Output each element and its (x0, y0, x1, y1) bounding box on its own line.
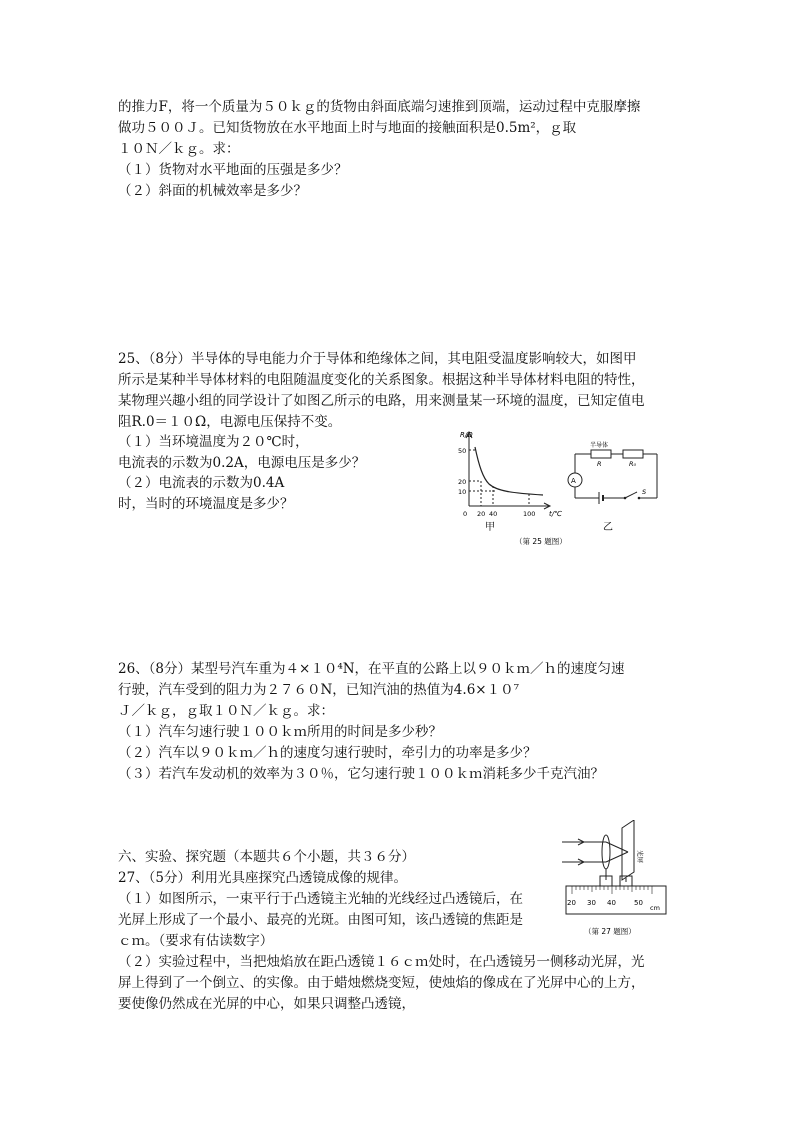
q25-sub-2b: 时，当时的环境温度是多少？ (118, 496, 294, 512)
ruler-ticks-group (572, 886, 652, 894)
q25-line-3: 某物理兴趣小组的同学设计了如图乙所示的电路，用来测量某一环境的温度，已知定值电 (118, 393, 645, 409)
q26-line-2: 行驶，汽车受到的阻力为２７６０N，已知汽油的热值为4.6×１０⁷ (118, 682, 520, 698)
q24-line-3: １０Ｎ／ｋｇ。求： (118, 141, 240, 157)
q26-sub-3: （３）若汽车发动机的效率为３０％，它匀速行驶１００ｋｍ消耗多少千克汽油？ (118, 766, 604, 782)
graph-y-label: R/Ω (460, 431, 473, 439)
q27-sub-2b: 屏上得到了一个倒立、的实像。由于蜡烛燃烧变短，使烛焰的像成在了光屏中心的上方， (118, 975, 645, 991)
q27-figure (560, 820, 672, 942)
q27-line-1: 27、（5分）利用光具座探究凸透镜成像的规律。 (118, 870, 408, 886)
graph-tick-y-50: 50 (458, 447, 467, 455)
q25-line-1: 25、（8分）半导体的导电能力介于导体和绝缘体之间，其电阻受温度影响较大，如图甲 (118, 351, 637, 367)
ruler-tick-label-40: 40 (607, 899, 616, 907)
figure-25-caption: （第 25 题图） (515, 537, 567, 546)
figure-27-caption: （第 27 题图） (584, 927, 636, 936)
graph-tick-y-20: 20 (458, 478, 467, 486)
q26-line-3: Ｊ／ｋｇ，ｇ取１０Ｎ／ｋｇ。求： (118, 703, 334, 719)
figure-label-jia: 甲 (485, 522, 495, 533)
q27-sub-2c: 要使像仍然成在光屏的中心，如果只调整凸透镜， (118, 996, 415, 1012)
q24-line-1: 的推力F，将一个质量为５０ｋｇ的货物由斜面底端匀速推到顶端，运动过程中克服摩擦 (118, 99, 641, 115)
switch-lever (625, 492, 637, 498)
fixed-resistor-r0 (623, 450, 643, 458)
ruler-tick-label-30: 30 (587, 899, 596, 907)
section6-heading: 六、实验、探究题（本题共６个小题，共３６分） (118, 849, 415, 865)
q24-line-2: 做功５００Ｊ。已知货物放在水平地面上时与地面的接触面积是0.5m²，ｇ取 (118, 120, 577, 136)
ruler-tick-label-20: 20 (567, 899, 576, 907)
graph-tick-x-20: 20 (477, 510, 486, 518)
switch-pivot (624, 497, 627, 500)
q24-sub-1: （１）货物对水平地面的压强是多少？ (118, 162, 348, 178)
ammeter-label: A (571, 477, 576, 485)
switch-contact (638, 497, 641, 500)
q27-sub-1b: 光屏上形成了一个最小、最亮的光斑。由图可知，该凸透镜的焦距是 (118, 912, 523, 928)
q25-line-2: 所示是某种半导体材料的电阻随温度变化的关系图象。根据这种半导体材料电阻的特性， (118, 372, 645, 388)
graph-curve (475, 447, 543, 495)
ruler-tick-label-50: 50 (634, 899, 643, 907)
q25-figure (445, 428, 665, 550)
q26-sub-1: （１）汽车匀速行驶１００ｋｍ所用的时间是多少秒？ (118, 724, 442, 740)
graph-tick-x-0: 0 (463, 510, 468, 518)
graph-tick-y-10: 10 (458, 488, 467, 496)
q24-sub-2: （２）斜面的机械效率是多少？ (118, 183, 307, 199)
figure-label-yi: 乙 (603, 522, 613, 533)
semiconductor-resistor (591, 450, 611, 458)
q26-line-1: 26、（8分）某型号汽车重为４×１０⁴N，在平直的公路上以９０ｋｍ／ｈ的速度匀速 (118, 661, 625, 677)
resistance-temperature-graph (466, 432, 550, 509)
semiconductor-label: 半导体 (590, 442, 609, 449)
q26-sub-2: （２）汽车以９０ｋｍ／ｈ的速度匀速行驶时，牵引力的功率是多少？ (118, 745, 537, 761)
q25-line-4: 阻R.0＝１０Ω，电源电压保持不变。 (118, 414, 342, 430)
resistor-r-label: R (597, 460, 602, 468)
screen-label: 光屏 (636, 850, 644, 863)
graph-x-label: t/℃ (549, 510, 562, 518)
q25-sub-1b: 电流表的示数为0.2A，电源电压是多少？ (118, 455, 366, 471)
resistor-r0-label: R₀ (629, 460, 637, 468)
convex-lens-icon (602, 835, 610, 869)
q25-sub-1a: （１）当环境温度为２０℃时， (118, 434, 309, 450)
ruler-unit-label: cm (650, 904, 660, 912)
q27-sub-1c: ｃｍ。（要求有估读数字） (118, 933, 274, 949)
q25-sub-2a: （２）电流表的示数为0.4A (118, 475, 285, 491)
q27-sub-2a: （２）实验过程中，当把烛焰放在距凸透镜１６ｃｍ处时，在凸透镜另一侧移动光屏，光 (118, 954, 645, 970)
graph-tick-x-100: 100 (523, 510, 536, 518)
q27-sub-1a: （１）如图所示，一束平行于凸透镜主光轴的光线经过凸透镜后，在 (118, 891, 523, 907)
graph-tick-x-40: 40 (489, 510, 498, 518)
switch-label: S (642, 488, 647, 496)
